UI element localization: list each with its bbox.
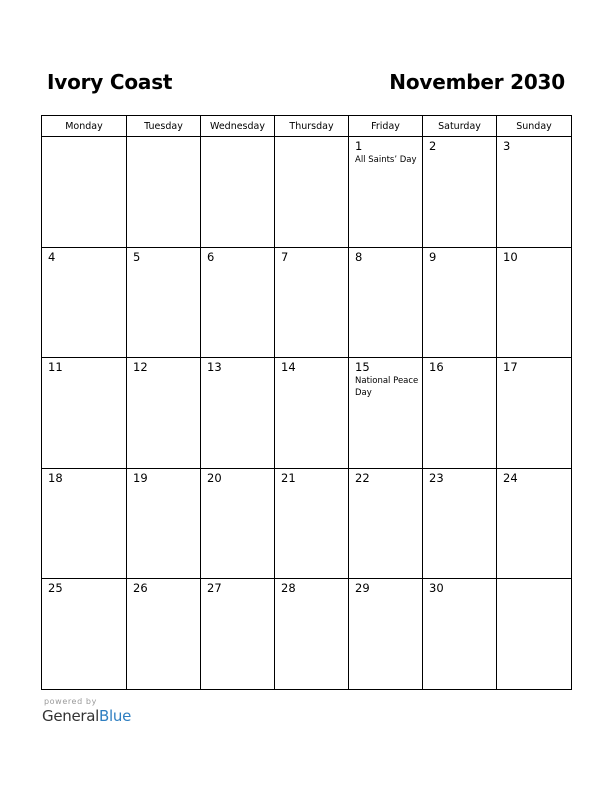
weekday-thursday: Thursday bbox=[275, 116, 349, 137]
week-row-5 bbox=[42, 579, 572, 690]
day-number: 17 bbox=[503, 360, 518, 374]
day-number: 24 bbox=[503, 470, 518, 485]
day-number: 28 bbox=[281, 581, 296, 595]
day-number: 26 bbox=[133, 581, 148, 595]
day-cell bbox=[497, 579, 572, 690]
day-cell bbox=[201, 137, 275, 248]
day-number: 27 bbox=[207, 581, 222, 595]
day-cell bbox=[349, 137, 423, 248]
day-cell bbox=[42, 247, 127, 358]
week-row-3 bbox=[42, 358, 572, 469]
country-title: Ivory Coast bbox=[47, 70, 173, 94]
day-cell bbox=[42, 579, 127, 690]
day-cell bbox=[201, 579, 275, 690]
day-cell bbox=[423, 468, 497, 579]
calendar-grid bbox=[41, 115, 572, 690]
day-cell bbox=[497, 358, 572, 469]
brand-name-blue: Blue bbox=[99, 707, 132, 725]
day-number: 11 bbox=[48, 360, 63, 374]
day-cell bbox=[275, 358, 349, 469]
weekday-monday: Monday bbox=[42, 116, 127, 137]
weekday-header-row bbox=[42, 116, 572, 137]
day-number: 21 bbox=[281, 470, 296, 485]
day-number: 30 bbox=[429, 581, 444, 595]
day-cell bbox=[42, 468, 127, 579]
day-cell bbox=[127, 468, 201, 579]
day-cell bbox=[275, 468, 349, 579]
day-cell bbox=[275, 247, 349, 358]
weekday-tuesday: Tuesday bbox=[127, 116, 201, 137]
day-cell bbox=[275, 137, 349, 248]
day-number: 15 bbox=[355, 360, 370, 374]
day-number: 13 bbox=[207, 360, 222, 374]
day-number: 19 bbox=[133, 470, 148, 485]
powered-by-text: powered by bbox=[44, 697, 97, 706]
day-number: 7 bbox=[281, 249, 289, 264]
footer-branding bbox=[42, 697, 131, 725]
day-cell bbox=[127, 247, 201, 358]
day-number: 14 bbox=[281, 360, 296, 374]
day-cell bbox=[42, 137, 127, 248]
day-cell bbox=[497, 468, 572, 579]
day-number: 5 bbox=[133, 249, 141, 264]
day-number: 3 bbox=[503, 139, 511, 153]
day-number: 23 bbox=[429, 470, 444, 485]
day-cell bbox=[349, 358, 423, 469]
day-number: 8 bbox=[355, 249, 363, 264]
day-cell bbox=[349, 468, 423, 579]
day-number: 29 bbox=[355, 581, 370, 595]
day-cell bbox=[349, 579, 423, 690]
day-number: 6 bbox=[207, 249, 215, 264]
weekday-wednesday: Wednesday bbox=[201, 116, 275, 137]
day-number: 22 bbox=[355, 470, 370, 485]
day-number: 18 bbox=[48, 470, 63, 485]
weekday-friday: Friday bbox=[349, 116, 423, 137]
week-row-1 bbox=[42, 137, 572, 248]
day-cell bbox=[423, 579, 497, 690]
week-row-2 bbox=[42, 247, 572, 358]
day-cell bbox=[201, 468, 275, 579]
day-cell bbox=[127, 579, 201, 690]
day-number: 10 bbox=[503, 249, 518, 264]
day-cell bbox=[201, 358, 275, 469]
day-number: 20 bbox=[207, 470, 222, 485]
day-number: 16 bbox=[429, 360, 444, 374]
holiday-label: All Saints’ Day bbox=[355, 155, 417, 165]
holiday-label: National Peace Day bbox=[355, 376, 419, 398]
day-cell bbox=[127, 358, 201, 469]
day-number: 4 bbox=[48, 249, 56, 264]
day-number: 9 bbox=[429, 249, 437, 264]
day-number: 12 bbox=[133, 360, 148, 374]
day-cell bbox=[42, 358, 127, 469]
day-cell bbox=[423, 247, 497, 358]
day-number: 2 bbox=[429, 139, 437, 153]
weekday-sunday: Sunday bbox=[497, 116, 572, 137]
week-row-4 bbox=[42, 468, 572, 579]
brand-logo bbox=[42, 707, 131, 725]
brand-name-general: General bbox=[42, 707, 100, 725]
day-cell bbox=[497, 137, 572, 248]
month-year-title: November 2030 bbox=[389, 70, 565, 94]
day-cell bbox=[423, 137, 497, 248]
day-cell bbox=[201, 247, 275, 358]
day-cell bbox=[423, 358, 497, 469]
day-cell bbox=[275, 579, 349, 690]
day-cell bbox=[497, 247, 572, 358]
day-number: 1 bbox=[355, 139, 363, 153]
day-cell bbox=[127, 137, 201, 248]
day-cell bbox=[349, 247, 423, 358]
day-number: 25 bbox=[48, 581, 63, 595]
weekday-saturday: Saturday bbox=[423, 116, 497, 137]
